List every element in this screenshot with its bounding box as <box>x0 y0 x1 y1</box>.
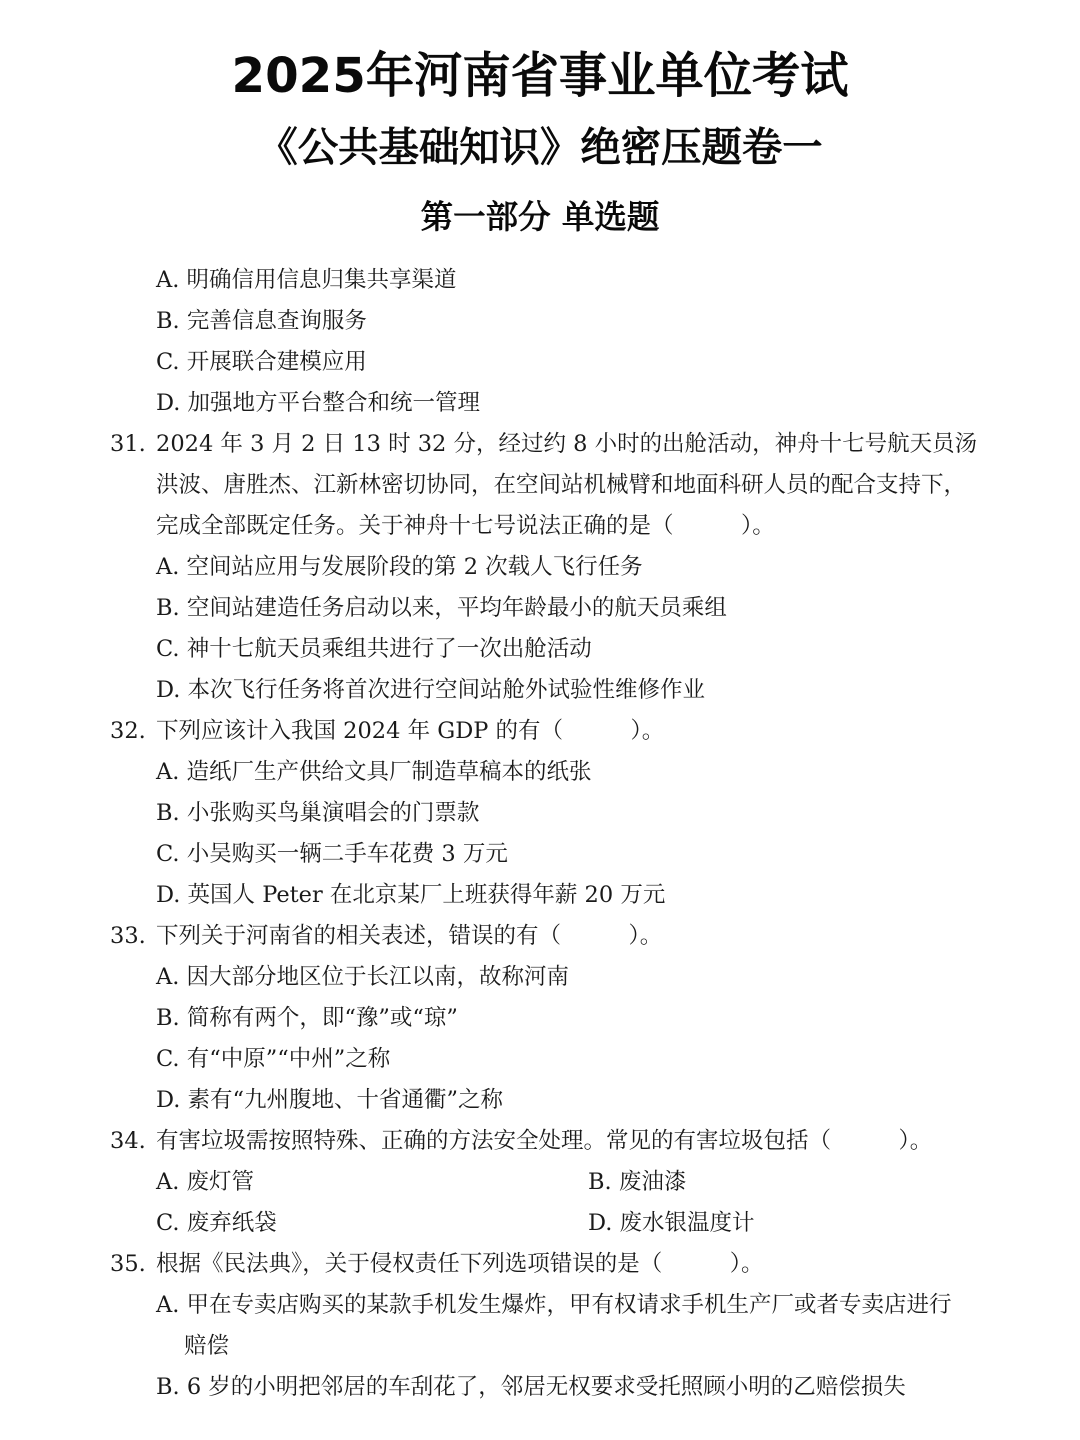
option-a: A. 废灯管 <box>156 1169 255 1195</box>
option-c: C. 废弃纸袋 <box>156 1210 277 1236</box>
question-stem: 完成全部既定任务。关于神舟十七号说法正确的是（ ）。 <box>156 513 775 539</box>
question-stem: 洪波、唐胜杰、江新林密切协同，在空间站机械臂和地面科研人员的配合支持下， <box>156 472 967 498</box>
option-a: A. 明确信用信息归集共享渠道 <box>156 267 457 293</box>
option-b: B. 6 岁的小明把邻居的车刮花了，邻居无权要求受托照顾小明的乙赔偿损失 <box>156 1374 906 1400</box>
option-b: B. 废油漆 <box>588 1169 687 1195</box>
section-heading: 第一部分 单选题 <box>420 198 660 236</box>
option-d: D. 英国人 Peter 在北京某厂上班获得年薪 20 万元 <box>156 882 666 908</box>
option-a: A. 甲在专卖店购买的某款手机发生爆炸，甲有权请求手机生产厂或者专卖店进行 <box>156 1292 952 1318</box>
option-b: B. 空间站建造任务启动以来，平均年龄最小的航天员乘组 <box>156 595 727 621</box>
option-b: B. 完善信息查询服务 <box>156 308 367 334</box>
option-c: C. 开展联合建模应用 <box>156 349 367 375</box>
option-a-continued: 赔偿 <box>184 1333 230 1359</box>
option-d: D. 本次飞行任务将首次进行空间站舱外试验性维修作业 <box>156 677 706 703</box>
question-number: 32. <box>110 718 146 744</box>
question-stem: 有害垃圾需按照特殊、正确的方法安全处理。常见的有害垃圾包括（ ）。 <box>156 1128 933 1154</box>
option-a: A. 因大部分地区位于长江以南，故称河南 <box>156 964 570 990</box>
option-c: C. 有“中原”“中州”之称 <box>156 1046 391 1072</box>
question-stem: 2024 年 3 月 2 日 13 时 32 分，经过约 8 小时的出舱活动，神舟十七号航天员汤 <box>156 431 978 457</box>
document-title: 2025年河南省事业单位考试 <box>231 48 849 104</box>
option-d: D. 废水银温度计 <box>588 1210 755 1236</box>
option-a: A. 空间站应用与发展阶段的第 2 次载人飞行任务 <box>156 554 643 580</box>
question-number: 33. <box>110 923 146 949</box>
option-b: B. 小张购买鸟巢演唱会的门票款 <box>156 800 480 826</box>
question-number: 31. <box>110 431 146 457</box>
question-stem: 下列关于河南省的相关表述，错误的有（ ）。 <box>156 923 663 949</box>
question-number: 35. <box>110 1251 146 1277</box>
question-stem: 根据《民法典》，关于侵权责任下列选项错误的是（ ）。 <box>156 1251 764 1277</box>
question-stem: 下列应该计入我国 2024 年 GDP 的有（ ）。 <box>156 718 665 744</box>
option-d: D. 素有“九州腹地、十省通衢”之称 <box>156 1087 504 1113</box>
option-a: A. 造纸厂生产供给文具厂制造草稿本的纸张 <box>156 759 592 785</box>
option-b: B. 简称有两个，即“豫”或“琼” <box>156 1005 458 1031</box>
document-subtitle: 《公共基础知识》绝密压题卷一 <box>257 124 823 171</box>
option-c: C. 小吴购买一辆二手车花费 3 万元 <box>156 841 508 867</box>
option-c: C. 神十七航天员乘组共进行了一次出舱活动 <box>156 636 592 662</box>
question-number: 34. <box>110 1128 146 1154</box>
option-d: D. 加强地方平台整合和统一管理 <box>156 390 481 416</box>
